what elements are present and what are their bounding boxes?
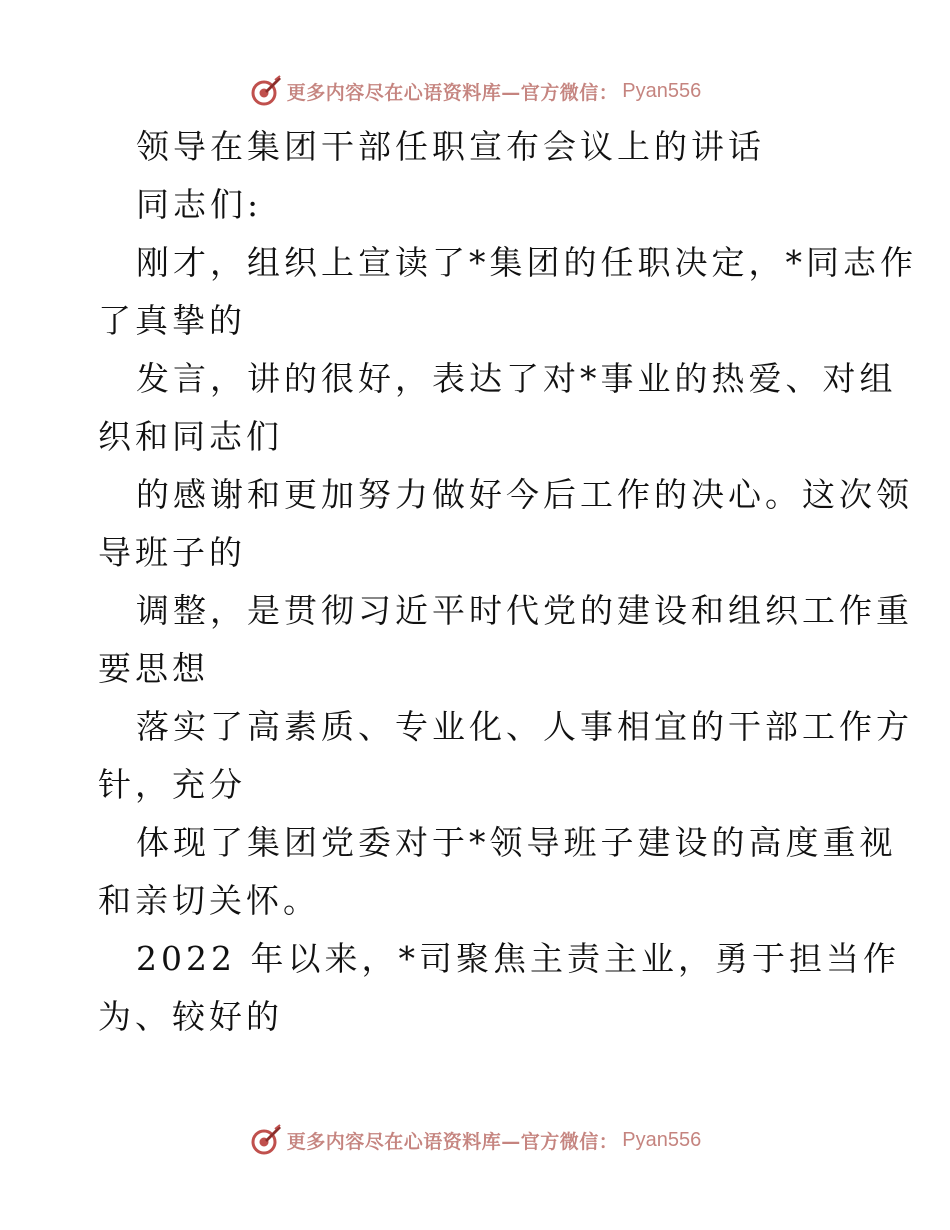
document-body bbox=[98, 118, 917, 1046]
quill-logo-icon bbox=[249, 1123, 283, 1157]
paragraph-line: 织和同志们 bbox=[98, 417, 283, 456]
paragraph-line: 为、较好的 bbox=[98, 997, 283, 1036]
watermark-text: 更多内容尽在心语资料库—官方微信： bbox=[286, 1130, 619, 1153]
watermark-header bbox=[0, 73, 950, 109]
paragraph-line: 落实了高素质、专业化、人事相宜的干部工作方 bbox=[136, 707, 913, 746]
paragraph-line: 体现了集团党委对于*领导班子建设的高度重视 bbox=[136, 823, 897, 862]
watermark-footer bbox=[0, 1122, 950, 1158]
paragraph-line: 了真挚的 bbox=[98, 301, 246, 340]
paragraph-line: 调整，是贯彻习近平时代党的建设和组织工作重 bbox=[136, 591, 913, 630]
paragraph-line: 导班子的 bbox=[98, 533, 246, 572]
salutation: 同志们: bbox=[136, 185, 263, 224]
paragraph-line: 针，充分 bbox=[98, 765, 246, 804]
document-title: 领导在集团干部任职宣布会议上的讲话 bbox=[136, 127, 765, 166]
paragraph-line: 的感谢和更加努力做好今后工作的决心。这次领 bbox=[136, 475, 913, 514]
paragraph-line: 2022 年以来，*司聚焦主责主业，勇于担当作 bbox=[136, 939, 900, 978]
watermark-text: 更多内容尽在心语资料库—官方微信： bbox=[286, 81, 619, 104]
paragraph-line: 和亲切关怀。 bbox=[98, 881, 320, 920]
paragraph-line: 要思想 bbox=[98, 649, 209, 688]
watermark-wechat-id: Pyan556 bbox=[622, 1128, 702, 1151]
quill-logo-icon bbox=[249, 74, 283, 108]
paragraph-line: 发言，讲的很好，表达了对*事业的热爱、对组 bbox=[136, 359, 897, 398]
paragraph-line: 刚才，组织上宣读了*集团的任职决定，*同志作 bbox=[136, 243, 917, 282]
watermark-wechat-id: Pyan556 bbox=[622, 79, 702, 102]
